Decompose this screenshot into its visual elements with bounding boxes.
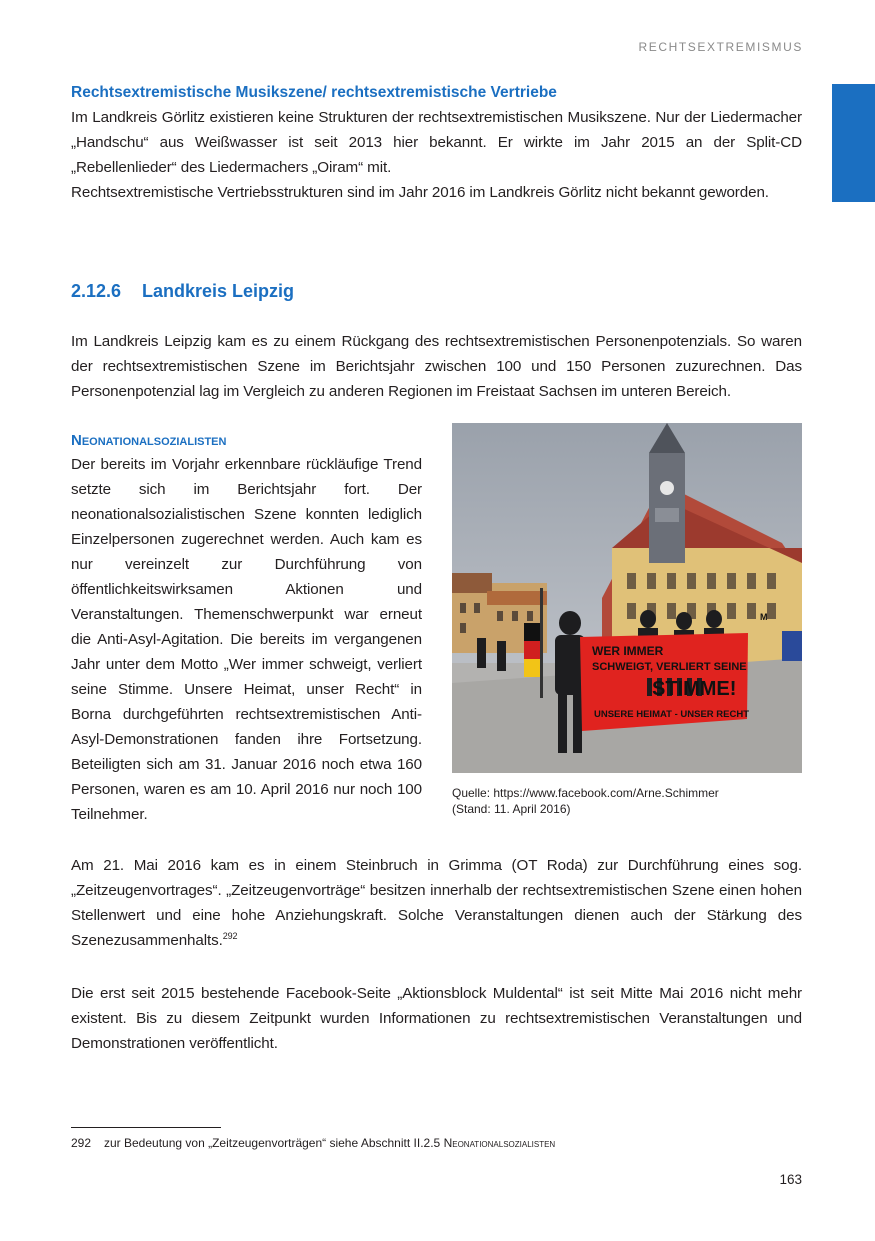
caption-source: Quelle: https://www.facebook.com/Arne.Schimmer bbox=[452, 786, 719, 800]
banner-line-1: WER IMMER bbox=[592, 644, 664, 658]
photo-caption bbox=[452, 785, 812, 817]
building-sign: M bbox=[760, 612, 768, 622]
facebook-paragraph: Die erst seit 2015 bestehende Facebook-Seite „Aktionsblock Muldental“ ist seit Mitte Mai 2016 nicht mehr existent. Bis zu diesem Zeitpunkt wurden Informationen zu rechtsextremistischen Veranstaltungen und Demonstrationen veröffentlicht. bbox=[71, 985, 802, 1052]
goerlitz-paragraph-2: Rechtsextremistische Vertriebsstrukturen sind im Jahr 2016 im Landkreis Görlitz nicht bekannt geworden. bbox=[71, 184, 769, 201]
banner-line-2: SCHWEIGT, VERLIERT SEINE bbox=[592, 661, 747, 673]
neonazi-heading: Neonationalsozialisten bbox=[71, 432, 227, 449]
footnote bbox=[71, 1135, 802, 1151]
section-intro: Im Landkreis Leipzig kam es zu einem Rückgang des rechtsextremistischen Personenpotenzials. So waren der rechtsextremistischen Szene im Berichtsjahr zwischen 100 und 150 Personen zuzurechnen. Das Personenpotenzial lag im Vergleich zu anderen Regionen im Freistaat Sachsen im unteren Bereich. bbox=[71, 333, 802, 400]
banner-line-3: STIMME! bbox=[652, 678, 737, 700]
goerlitz-paragraph-1: Im Landkreis Görlitz existieren keine Strukturen der rechtsextremistischen Musikszene. Nur der Liedermacher „Handschu“ aus Weißwasser ist seit 2013 hier bekannt. Er wirkte im Jahr 2015 an der Split-CD „Rebellenlieder“ des Liedermachers „Oiram“ mit. bbox=[71, 109, 802, 176]
section-number: 2.12.6 bbox=[71, 281, 122, 301]
section-intro-block bbox=[71, 329, 802, 404]
banner-line-4: UNSERE HEIMAT - UNSER RECHT bbox=[594, 709, 749, 720]
demonstration-photo bbox=[452, 423, 802, 773]
chapter-tab bbox=[832, 84, 875, 202]
footnote-reference: Neonationalsozialisten bbox=[443, 1136, 556, 1150]
neonazi-column bbox=[71, 430, 422, 827]
neonazi-text: Der bereits im Vorjahr erkennbare rückläufige Trend setzte sich im Berichtsjahr fort. Der neonationalsozialistischen Szene konnten lediglich Einzelpersonen zugerechnet werden. Auch kam es nur vereinzelt zur Durchführung von öffentlichkeitswirksamen Aktionen und Veranstaltungen. Themenschwerpunkt war erneut die Anti-Asyl-Agitation. Die bereits im vergangenen Jahr unter dem Motto „Wer immer schweigt, verliert seine Stimme. Unsere Heimat, unser Recht“ in Borna durchgeführten rechtsextremistischen Anti-Asyl-Demonstrationen fanden ihre Fortsetzung. Beteiligten sich am 31. Januar 2016 noch etwa 160 Personen, waren es am 10. April 2016 nur noch 100 Teilnehmer. bbox=[71, 456, 422, 823]
footnote-rule bbox=[71, 1127, 221, 1128]
footnote-number: 292 bbox=[71, 1136, 92, 1150]
zeitzeugen-text: Am 21. Mai 2016 kam es in einem Steinbruch in Grimma (OT Roda) zur Durchführung eines sog. „Zeitzeugenvortrages“. „Zeitzeugenvorträge“ besitzen innerhalb der rechtsextremistischen Szene einen hohen Stellenwert und eine hohe Anziehungskraft. Solche Veranstaltungen dienen auch der Stärkung des Szenezusammenhalts. bbox=[71, 857, 802, 949]
goerlitz-section bbox=[71, 80, 802, 205]
photo-illustration bbox=[452, 423, 802, 773]
caption-date: (Stand: 11. April 2016) bbox=[452, 802, 571, 816]
zeitzeugen-block bbox=[71, 853, 802, 953]
footnote-text: zur Bedeutung von „Zeitzeugenvorträgen“ siehe Abschnitt II.2.5 bbox=[104, 1136, 441, 1150]
facebook-block bbox=[71, 981, 802, 1056]
section-heading bbox=[71, 281, 802, 302]
footnote-ref[interactable]: 292 bbox=[222, 930, 238, 941]
goerlitz-heading: Rechtsextremistische Musikszene/ rechtsextremistische Vertriebe bbox=[71, 84, 557, 101]
zeitzeugen-paragraph bbox=[71, 853, 802, 953]
section-title: Landkreis Leipzig bbox=[142, 281, 295, 301]
page-number: 163 bbox=[779, 1172, 802, 1187]
running-head: RECHTSEXTREMISMUS bbox=[638, 40, 803, 54]
